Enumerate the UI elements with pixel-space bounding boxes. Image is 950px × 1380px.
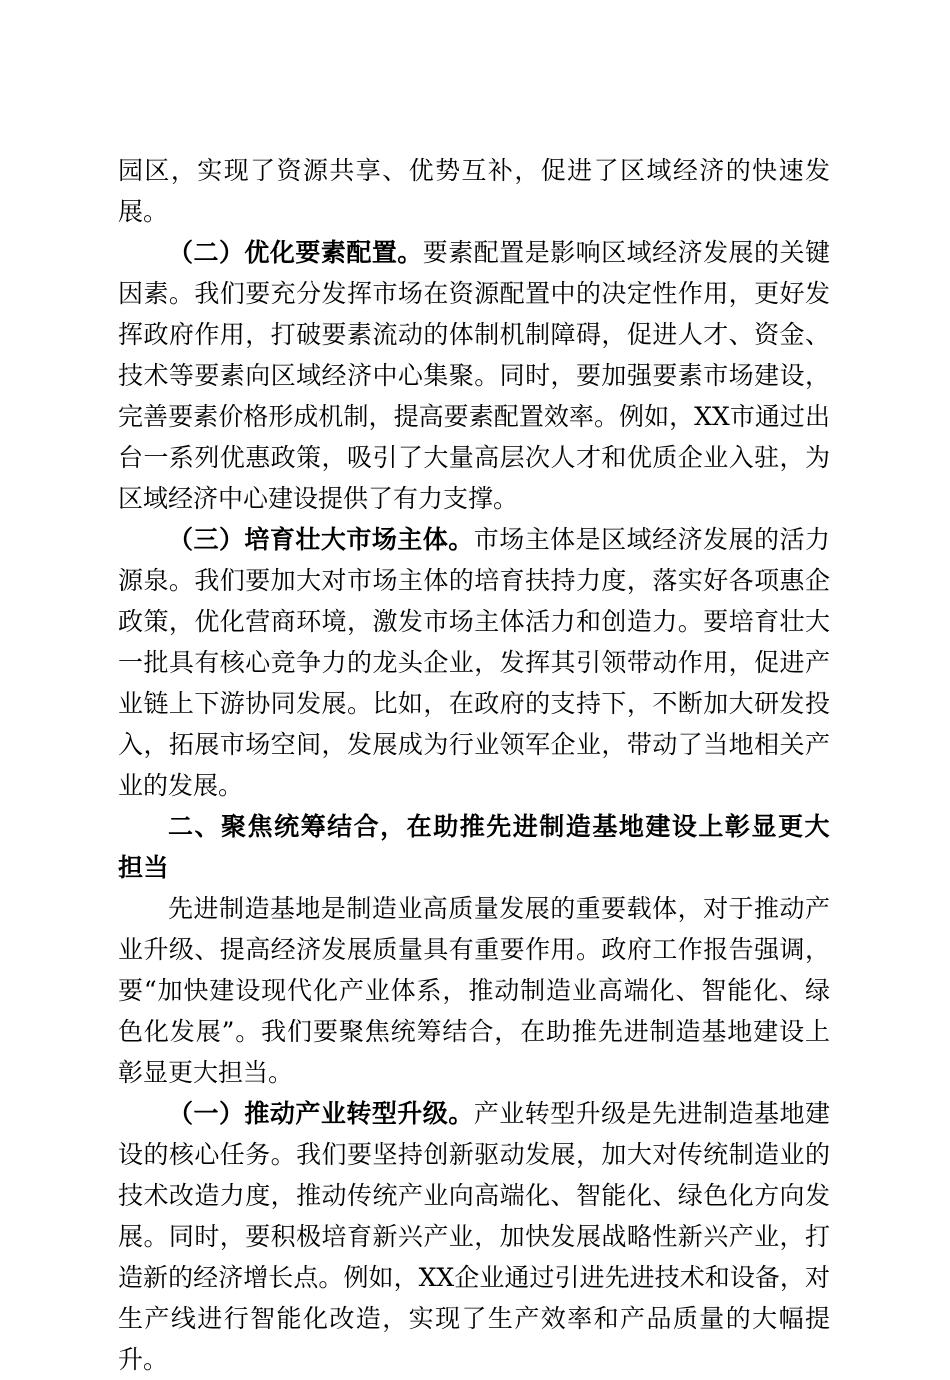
paragraph-text: 园区，实现了资源共享、优势互补，促进了区域经济的快速发展。 (118, 156, 830, 226)
paragraph-lead: （三）培育壮大市场主体。 (168, 525, 474, 554)
document-body (118, 150, 830, 1380)
paragraph-optimize-factor-allocation (118, 232, 830, 519)
paragraph-lead: （二）优化要素配置。 (168, 238, 423, 267)
paragraph-text: 要素配置是影响区域经济发展的关键因素。我们要充分发挥市场在资源配置中的决定性作用，更好发挥政府作用，打破要素流动的体制机制障碍，促进人才、资金、技术等要素向区域经济中心集聚。同时，要加强要素市场建设，完善要素价格形成机制，提高要素配置效率。例如，XX市通过出台一系列优惠政策，吸引了大量高层次人才和优质企业入驻，为区域经济中心建设提供了有力支撑。 (118, 238, 830, 513)
paragraph-industrial-upgrade (118, 1093, 830, 1380)
paragraph-text: 市场主体是区域经济发展的活力源泉。我们要加大对市场主体的培育扶持力度，落实好各项惠企政策，优化营商环境，激发市场主体活力和创造力。要培育壮大一批具有核心竞争力的龙头企业，发挥其引领带动作用，促进产业链上下游协同发展。比如，在政府的支持下，不断加大研发投入，拓展市场空间，发展成为行业领军企业，带动了当地相关产业的发展。 (118, 525, 830, 800)
paragraph-intro (118, 888, 830, 1093)
paragraph-lead: （一）推动产业转型升级。 (168, 1099, 474, 1128)
paragraph-continuation (118, 150, 830, 232)
paragraph-market-entities (118, 519, 830, 806)
paragraph-text: 先进制造基地是制造业高质量发展的重要载体，对于推动产业升级、提高经济发展质量具有重要作用。政府工作报告强调，要“加快建设现代化产业体系，推动制造业高端化、智能化、绿色化发展”。我们要聚焦统筹结合，在助推先进制造基地建设上彰显更大担当。 (118, 894, 830, 1087)
paragraph-text: 产业转型升级是先进制造基地建设的核心任务。我们要坚持创新驱动发展，加大对传统制造业的技术改造力度，推动传统产业向高端化、智能化、绿色化方向发展。同时，要积极培育新兴产业，加快发展战略性新兴产业，打造新的经济增长点。例如，XX企业通过引进先进技术和设备，对生产线进行智能化改造，实现了生产效率和产品质量的大幅提升。 (118, 1099, 830, 1374)
section-heading: 二、聚焦统筹结合，在助推先进制造基地建设上彰显更大担当 (118, 812, 830, 882)
